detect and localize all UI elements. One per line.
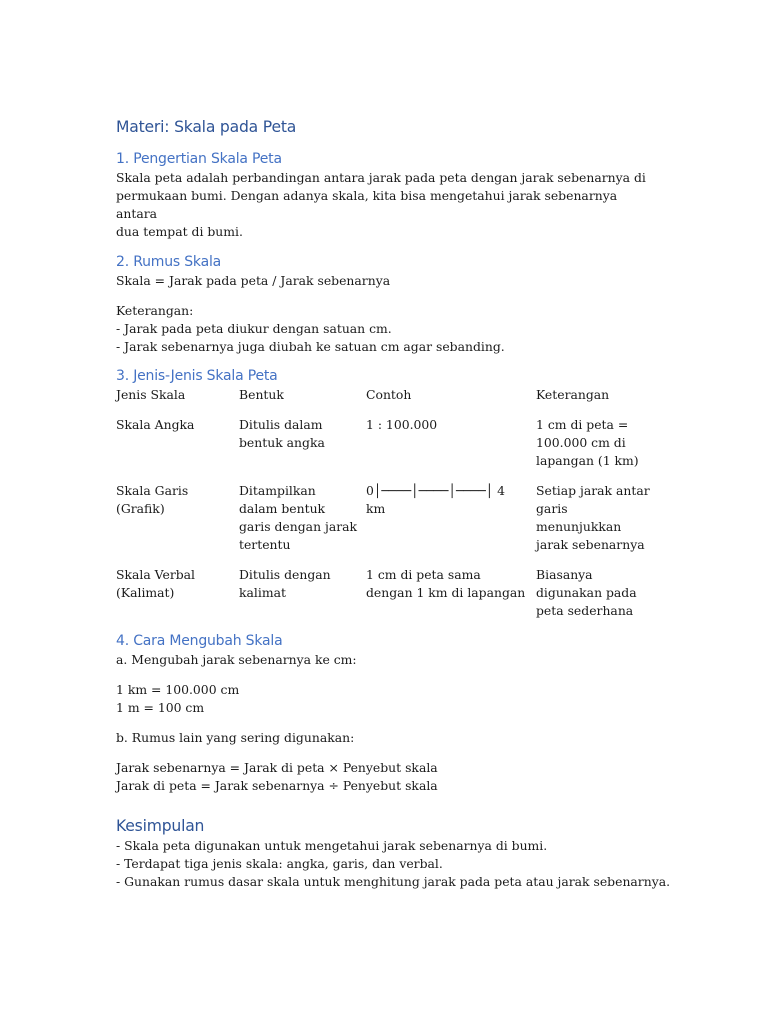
cell-line: lapangan (1 km) xyxy=(536,453,639,468)
conclusion-item: - Skala peta digunakan untuk mengetahui jarak sebenarnya di bumi. xyxy=(116,838,548,853)
conclusion-item: - Terdapat tiga jenis skala: angka, garis, dan verbal. xyxy=(116,856,443,871)
table-cell xyxy=(239,566,366,632)
cell-line: garis xyxy=(536,501,568,516)
table-cell xyxy=(366,482,536,566)
document-content xyxy=(116,116,671,891)
table-row xyxy=(116,482,656,566)
cell-line: 100.000 cm di xyxy=(536,435,626,450)
section-heading: 2. Rumus Skala xyxy=(116,254,222,270)
table-cell xyxy=(536,566,656,632)
sub-label: a. Mengubah jarak sebenarnya ke cm: xyxy=(116,652,357,667)
cell-line: (Kalimat) xyxy=(116,585,175,600)
section-heading: 4. Cara Mengubah Skala xyxy=(116,633,283,649)
section-pengertian xyxy=(116,150,656,241)
cell-line: Ditulis dalam xyxy=(239,417,323,432)
table-cell xyxy=(536,482,656,566)
note-item: - Jarak sebenarnya juga diubah ke satuan cm agar sebanding. xyxy=(116,339,505,354)
cell-line: Ditampilkan xyxy=(239,483,316,498)
section-kesimpulan xyxy=(116,815,671,891)
table-cell xyxy=(116,416,239,482)
formula-text: Skala = Jarak pada peta / Jarak sebenarnya xyxy=(116,273,391,288)
table-row xyxy=(116,416,656,482)
conclusion-item: - Gunakan rumus dasar skala untuk menghitung jarak pada peta atau jarak sebenarnya. xyxy=(116,874,671,889)
table-cell xyxy=(116,566,239,632)
paragraph-line: Skala peta adalah perbandingan antara jarak pada peta dengan jarak sebenarnya di xyxy=(116,170,646,185)
cell-line: 1 : 100.000 xyxy=(366,417,438,432)
cell-line: garis dengan jarak xyxy=(239,519,358,534)
cell-line: dengan 1 km di lapangan xyxy=(366,585,526,600)
table-cell xyxy=(366,416,536,482)
table-cell xyxy=(536,416,656,482)
table-header-row xyxy=(116,386,656,416)
cell-line: peta sederhana xyxy=(536,603,634,618)
cell-line: tertentu xyxy=(239,537,291,552)
table-cell xyxy=(366,566,536,632)
section-heading: Kesimpulan xyxy=(116,817,205,835)
cell-line: menunjukkan xyxy=(536,519,622,534)
section-cara xyxy=(116,632,656,795)
cell-line: Skala Verbal xyxy=(116,567,196,582)
sub-label: b. Rumus lain yang sering digunakan: xyxy=(116,730,355,745)
cell-line: kalimat xyxy=(239,585,286,600)
section-heading: 3. Jenis-Jenis Skala Peta xyxy=(116,368,278,384)
cell-line: bentuk angka xyxy=(239,435,325,450)
cell-line: 1 cm di peta sama xyxy=(366,567,481,582)
cell-line: Biasanya xyxy=(536,567,593,582)
cell-line: Skala Angka xyxy=(116,417,195,432)
paragraph-line: permukaan bumi. Dengan adanya skala, kita bisa mengetahui jarak sebenarnya antara xyxy=(116,188,618,221)
formula-line: Jarak sebenarnya = Jarak di peta × Penyebut skala xyxy=(116,760,438,775)
cell-line: dalam bentuk xyxy=(239,501,326,516)
table-row xyxy=(116,566,656,632)
conversion-line: 1 m = 100 cm xyxy=(116,700,205,715)
table-header-cell: Contoh xyxy=(366,387,412,402)
cell-line: km xyxy=(366,501,386,516)
cell-line: Ditulis dengan xyxy=(239,567,331,582)
table-cell xyxy=(116,482,239,566)
conversion-line: 1 km = 100.000 cm xyxy=(116,682,240,697)
document-title: Materi: Skala pada Peta xyxy=(116,118,297,136)
cell-line: jarak sebenarnya xyxy=(536,537,645,552)
table-header-cell: Bentuk xyxy=(239,387,284,402)
cell-line: 1 cm di peta = xyxy=(536,417,629,432)
cell-line: digunakan pada xyxy=(536,585,637,600)
table-cell xyxy=(239,482,366,566)
section-rumus xyxy=(116,253,656,356)
paragraph-line: dua tempat di bumi. xyxy=(116,224,243,239)
cell-line: Skala Garis xyxy=(116,483,189,498)
note-label: Keterangan: xyxy=(116,303,194,318)
table-header-cell: Jenis Skala xyxy=(116,387,186,402)
scale-types-table xyxy=(116,386,656,632)
table-header-cell: Keterangan xyxy=(536,387,610,402)
note-item: - Jarak pada peta diukur dengan satuan cm. xyxy=(116,321,392,336)
cell-line: (Grafik) xyxy=(116,501,165,516)
scale-bar-line: 0│────│────│────│ 4 xyxy=(366,483,506,498)
cell-line: Setiap jarak antar xyxy=(536,483,650,498)
formula-line: Jarak di peta = Jarak sebenarnya ÷ Penyebut skala xyxy=(116,778,438,793)
section-heading: 1. Pengertian Skala Peta xyxy=(116,151,282,167)
table-cell xyxy=(239,416,366,482)
paragraph xyxy=(116,169,656,241)
section-jenis xyxy=(116,367,656,632)
